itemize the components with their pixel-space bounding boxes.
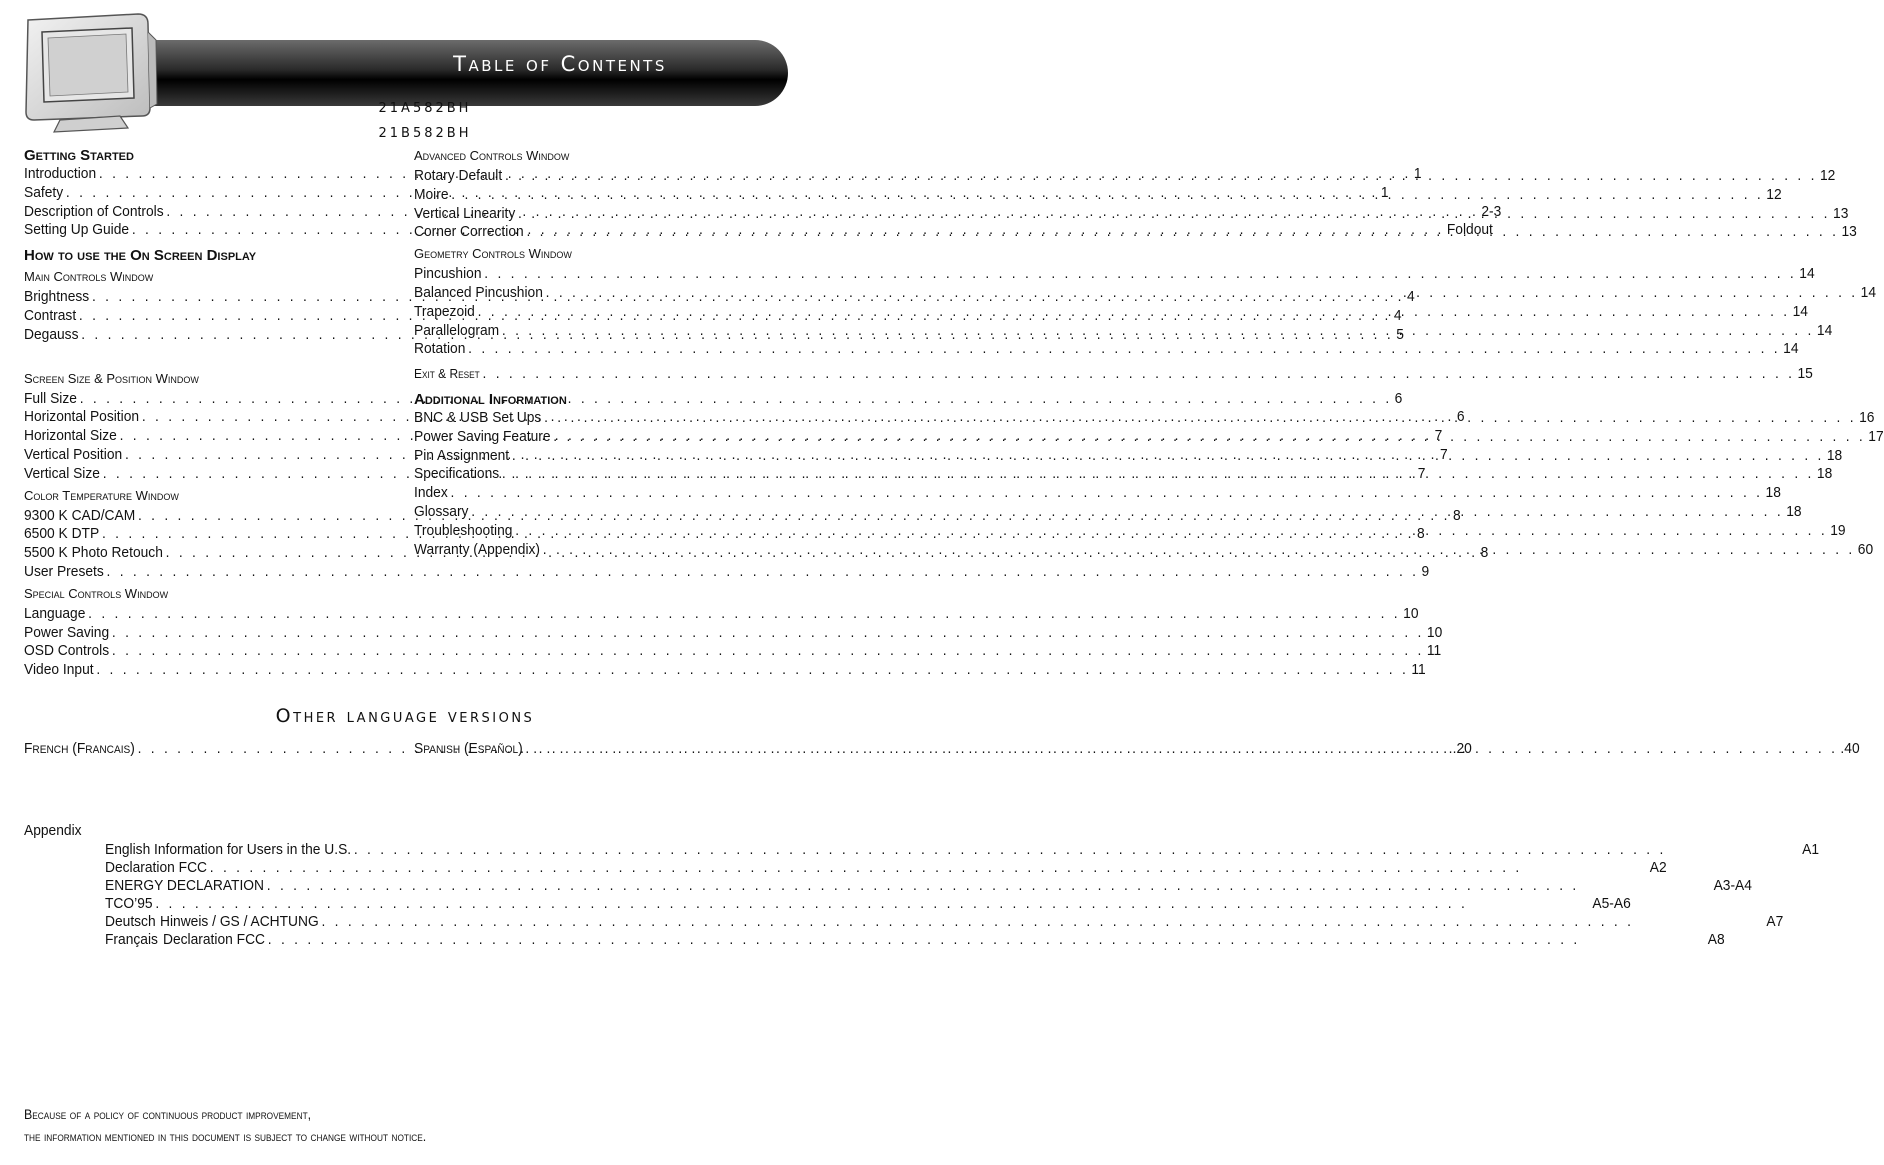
entry-label: Rotary Default	[414, 167, 503, 184]
entry-page: A8	[1707, 931, 1725, 948]
entry-page: A7	[1766, 913, 1784, 930]
entry-page: 11	[1426, 642, 1442, 660]
toc-entry[interactable]	[24, 604, 1419, 624]
entry-label: Pincushion	[414, 265, 482, 283]
entry-page: 7	[1439, 445, 1448, 463]
entry-page: Foldout	[1446, 221, 1493, 239]
appendix-language: English	[105, 841, 151, 858]
entry-label: Balanced Pincushion	[414, 283, 543, 301]
toc-entry[interactable]	[414, 521, 1846, 541]
entry-page: A3-A4	[1713, 877, 1752, 894]
entry-page: 13	[1841, 223, 1857, 241]
entry-page: 14	[1783, 340, 1799, 358]
entry-page: 17	[1868, 427, 1884, 445]
toc-entry[interactable]	[414, 540, 1874, 560]
entry-page: 11	[1411, 661, 1426, 679]
subheading-special-controls: Special Controls Window	[24, 585, 169, 601]
entry-page: 15	[1797, 365, 1813, 383]
entry-label: Parallelogram	[414, 321, 500, 339]
entry-page: 18	[1816, 465, 1833, 483]
entry-page: 8	[1452, 506, 1461, 524]
toc-entry[interactable]	[414, 185, 1782, 205]
entry-page: A1	[1802, 841, 1820, 858]
toc-entry[interactable]	[414, 484, 1781, 503]
entry-label: Language	[24, 604, 86, 622]
entry-page: 1	[1413, 165, 1422, 182]
entry-label: Power Saving Feature	[414, 427, 551, 445]
entry-label: OSD Controls	[24, 642, 110, 660]
entry-label: 6500 K DTP	[24, 525, 100, 543]
section-heading-getting-started: Getting Started	[24, 147, 134, 164]
entry-page: 1	[1380, 183, 1389, 201]
entry-page: 18	[1786, 502, 1802, 520]
entry-label: Glossary	[414, 502, 469, 520]
entry-label: Trapezoid	[414, 302, 475, 320]
footer-line: Because of a policy of continuous product improvement,	[24, 1107, 312, 1122]
entry-page: 10	[1426, 623, 1443, 641]
entry-page: 8	[1416, 525, 1425, 543]
subheading-geometry-controls: Geometry Controls Window	[414, 246, 572, 262]
entry-label: Declaration FCC	[105, 859, 208, 876]
entry-label: Vertical Linearity	[414, 204, 516, 222]
monitor-icon	[20, 12, 160, 134]
subheading-main-controls: Main Controls Window	[24, 269, 154, 285]
model-numbers	[300, 96, 550, 146]
entry-label: Troubleshooting	[414, 521, 513, 539]
entry-label: Specifications	[414, 465, 500, 483]
toc-entry[interactable]	[414, 408, 1875, 428]
other-languages-heading: Other language versions	[275, 705, 535, 727]
footer-line: the information mentioned in this document is subject to change without notice.	[24, 1129, 427, 1144]
entry-page: 4	[1406, 288, 1415, 306]
entry-label: Corner Correction	[414, 223, 524, 241]
appendix-language: Deutsch	[105, 913, 156, 930]
toc-entry[interactable]	[24, 642, 1442, 661]
appendix-entry[interactable]	[154, 841, 1819, 860]
appendix-entry[interactable]	[163, 931, 1725, 950]
section-heading-osd: How to use the On Screen Display	[24, 247, 257, 265]
toc-entry[interactable]	[414, 265, 1815, 284]
entry-label: Declaration FCC	[162, 931, 265, 948]
entry-label: Safety	[24, 183, 64, 201]
entry-label: Horizontal Size	[24, 427, 117, 445]
entry-page: 18	[1765, 484, 1781, 502]
entry-label: Horizontal Position	[24, 408, 140, 426]
toc-entry-exit-reset[interactable]	[414, 365, 1813, 384]
entry-label: Spanish (Español)	[414, 740, 523, 757]
toc-entry[interactable]	[414, 465, 1833, 484]
entry-page: 6	[1456, 408, 1465, 426]
toc-entry[interactable]	[414, 283, 1877, 303]
entry-page: 14	[1816, 321, 1833, 339]
entry-page: 14	[1799, 265, 1815, 283]
entry-label: User Presets	[24, 562, 104, 580]
toc-entry[interactable]	[414, 340, 1799, 359]
entry-page: 7	[1417, 464, 1426, 482]
entry-label: 9300 K CAD/CAM	[24, 506, 136, 524]
entry-label: Degauss	[24, 325, 79, 343]
entry-label: Introduction	[24, 165, 97, 182]
toc-entry[interactable]	[24, 562, 1430, 582]
section-heading-additional-information: Additional Information	[414, 390, 567, 408]
entry-page: A2	[1649, 859, 1667, 876]
toc-entry[interactable]	[414, 446, 1843, 466]
entry-page: 5	[1396, 325, 1404, 343]
appendix-entry[interactable]	[105, 895, 1631, 914]
entry-page: 18	[1826, 446, 1843, 464]
entry-label: Power Saving	[24, 623, 110, 641]
model-number: 21A582BH	[378, 101, 472, 116]
entry-page: 2-3	[1481, 202, 1502, 220]
footer-notice	[24, 1104, 668, 1148]
toc-entry[interactable]	[414, 321, 1833, 341]
entry-label: Vertical Size	[24, 464, 100, 482]
entry-label: Video Input	[24, 661, 94, 679]
toc-entry[interactable]	[414, 302, 1808, 322]
entry-page: 12	[1766, 185, 1782, 203]
subheading-color-temperature: Color Temperature Window	[24, 487, 179, 503]
entry-label: Description of Controls	[24, 202, 164, 220]
subheading-screen-size: Screen Size & Position Window	[24, 370, 199, 386]
appendix-entry[interactable]	[160, 913, 1783, 932]
entry-page: 14	[1860, 283, 1877, 301]
appendix-entry[interactable]	[105, 859, 1667, 878]
entry-page: 60	[1857, 540, 1874, 558]
entry-label: Exit & Reset	[414, 366, 480, 382]
entry-label: BNC & USB Set Ups	[414, 408, 542, 426]
toc-entry[interactable]	[24, 623, 1443, 643]
entry-page: 8	[1480, 544, 1489, 562]
entry-label: 5500 K Photo Retouch	[24, 544, 163, 562]
toc-entry[interactable]	[414, 427, 1884, 447]
entry-page: 4	[1393, 306, 1402, 324]
entry-page: 19	[1830, 521, 1846, 539]
entry-label: Information for Users in the U.S.	[154, 841, 352, 858]
entry-page: 7	[1434, 427, 1443, 445]
entry-label: Warranty (Appendix)	[414, 540, 541, 558]
appendix-entry[interactable]	[105, 877, 1752, 896]
entry-page: .20	[1452, 740, 1472, 757]
toc-entry[interactable]	[414, 502, 1802, 522]
entry-label: Brightness	[24, 288, 90, 306]
appendix-language: Français	[105, 931, 158, 948]
entry-label: Full Size	[24, 389, 77, 407]
entry-label: Setting Up Guide	[24, 221, 130, 239]
subheading-advanced-controls: Advanced Controls Window	[414, 148, 570, 163]
entry-page: 9	[1421, 562, 1430, 580]
entry-label: Vertical Position	[24, 445, 123, 463]
entry-label: Moire	[414, 185, 449, 203]
page-title: Table of Contents	[453, 52, 667, 76]
entry-label: Contrast	[24, 306, 77, 324]
entry-label: Pin Assignment	[414, 446, 510, 464]
entry-page: A5-A6	[1592, 895, 1631, 912]
entry-label: ENERGY DECLARATION	[105, 877, 265, 894]
entry-page: 13	[1833, 204, 1849, 222]
model-number: 21B582BH	[378, 126, 472, 141]
entry-page: 10	[1403, 604, 1419, 622]
appendix-list	[105, 841, 1820, 949]
toc-entry[interactable]	[24, 661, 1426, 680]
entry-page: 16	[1859, 408, 1875, 426]
entry-label: Hinweis / GS / ACHTUNG	[160, 913, 319, 930]
appendix-label: Appendix	[24, 822, 82, 839]
entry-page: 14	[1792, 302, 1808, 320]
entry-label: Rotation	[414, 340, 466, 358]
entry-page: 6	[1394, 389, 1403, 407]
entry-label: French (Francais)	[24, 740, 135, 757]
entry-page: 12	[1819, 167, 1836, 184]
toc-entry[interactable]	[414, 167, 1836, 186]
entry-label: Index	[414, 484, 448, 502]
entry-page: .40	[1840, 740, 1860, 757]
entry-label: TCO’95	[105, 895, 153, 912]
